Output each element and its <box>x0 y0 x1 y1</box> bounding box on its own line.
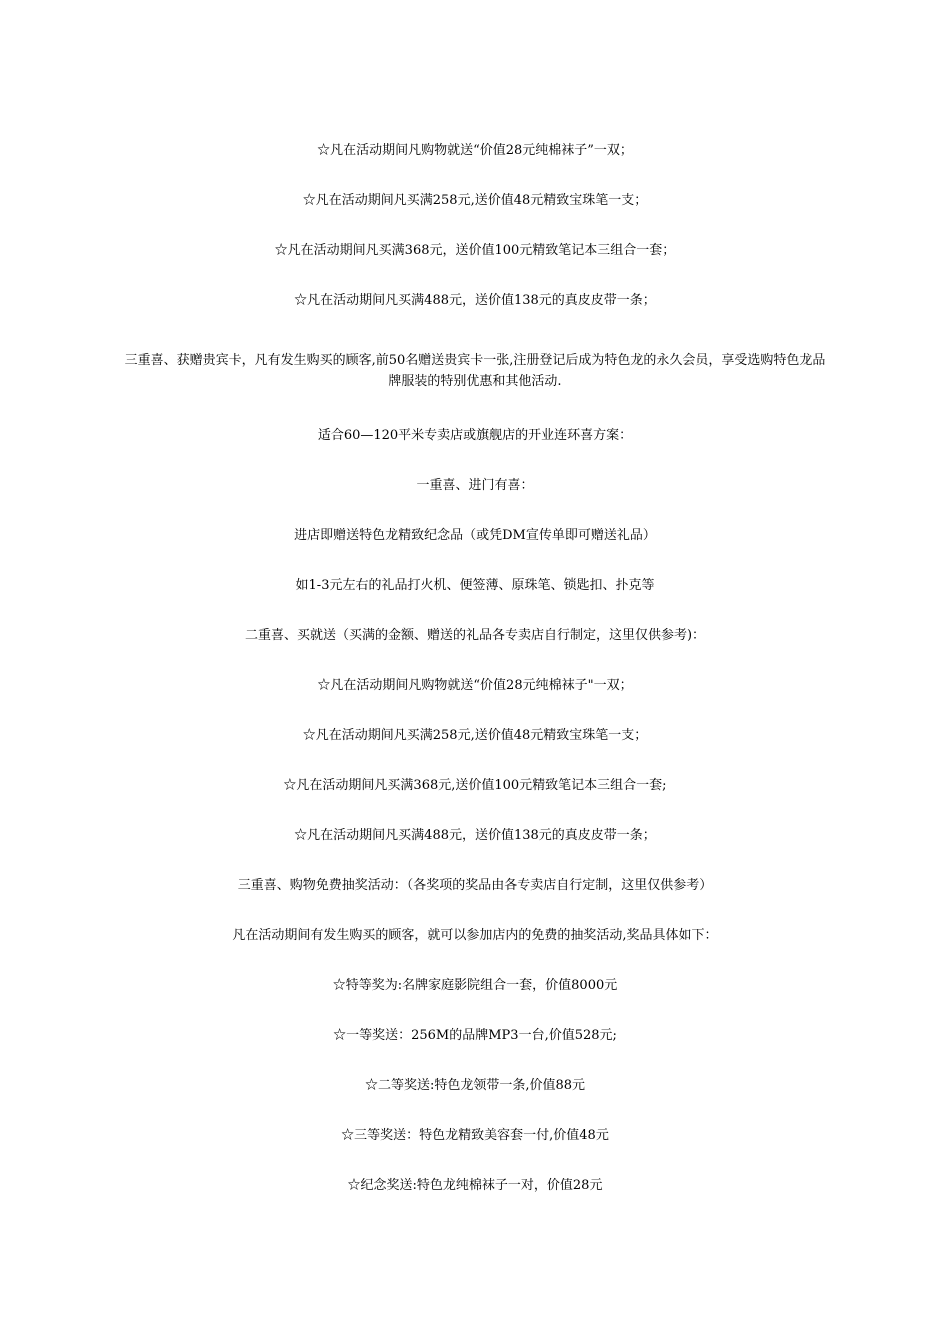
paragraph-16: 凡在活动期间有发生购买的顾客，就可以参加店内的免费的抽奖活动,奖品具体如下： <box>232 928 718 943</box>
paragraph-21: ☆纪念奖送:特色龙纯棉袜子一对，价值28元 <box>347 1178 603 1193</box>
paragraph-13: ☆凡在活动期间凡买满368元,送价值100元精致笔记本三组合一套; <box>283 778 667 793</box>
paragraph-17: ☆特等奖为:名牌家庭影院组合一套，价值8000元 <box>332 978 618 993</box>
paragraph-12: ☆凡在活动期间凡买满258元,送价值48元精致宝珠笔一支； <box>302 728 648 743</box>
paragraph-1: ☆凡在活动期间凡购物就送“价值28元纯棉袜子”一双； <box>317 143 633 158</box>
paragraph-7: 一重喜、进门有喜： <box>416 478 534 493</box>
paragraph-9: 如1-3元左右的礼品打火机、便签薄、原珠笔、锁匙扣、扑克等 <box>295 578 655 593</box>
paragraph-6: 适合60—120平米专卖店或旗舰店的开业连环喜方案： <box>317 428 633 443</box>
paragraph-11: ☆凡在活动期间凡购物就送“价值28元纯棉袜子"一双； <box>317 678 633 693</box>
paragraph-18: ☆一等奖送：256M的品牌MP3一台,价值528元; <box>333 1028 617 1043</box>
paragraph-14: ☆凡在活动期间凡买满488元，送价值138元的真皮皮带一条； <box>294 828 656 843</box>
paragraph-8: 进店即赠送特色龙精致纪念品（或凭DM宣传单即可赠送礼品） <box>294 528 656 543</box>
paragraph-3: ☆凡在活动期间凡买满368元，送价值100元精致笔记本三组合一套； <box>274 243 676 258</box>
paragraph-5: 三重喜、获赠贵宾卡，凡有发生购买的顾客,前50名赠送贵宾卡一张,注册登记后成为特色龙的永久会员，享受选购特色龙品牌服装的特别优惠和其他活动. <box>124 353 826 389</box>
paragraph-4: ☆凡在活动期间凡买满488元，送价值138元的真皮皮带一条； <box>294 293 656 308</box>
paragraph-19: ☆二等奖送:特色龙领带一条,价值88元 <box>364 1078 586 1093</box>
paragraph-2: ☆凡在活动期间凡买满258元,送价值48元精致宝珠笔一支； <box>302 193 648 208</box>
paragraph-20: ☆三等奖送：特色龙精致美容套一付,价值48元 <box>341 1128 609 1143</box>
paragraph-15: 三重喜、购物免费抽奖活动：（各奖项的奖品由各专卖店自行定制，这里仅供参考） <box>237 878 713 893</box>
paragraph-10: 二重喜、买就送（买满的金额、赠送的礼品各专卖店自行制定，这里仅供参考)： <box>244 628 706 643</box>
